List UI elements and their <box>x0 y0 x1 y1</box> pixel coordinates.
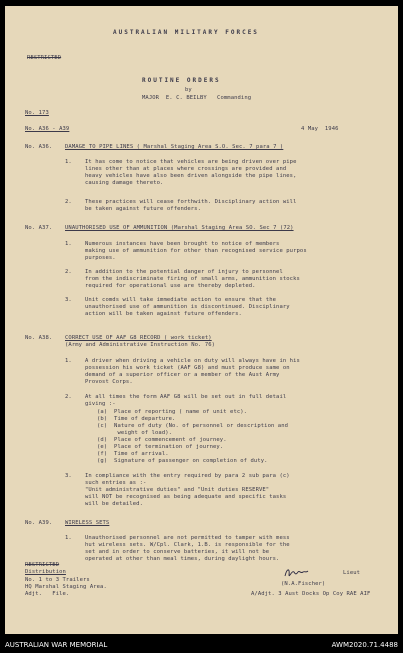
archive-footer <box>0 637 403 653</box>
para-number: 1. <box>65 159 72 165</box>
para-line: action will be taken against future offenders. <box>85 311 242 317</box>
order-number: No. 173 <box>25 110 49 116</box>
para-line: In addition to the potential danger of injury to personnel <box>85 269 283 275</box>
para-line: causing damage thereto. <box>85 180 164 186</box>
section-number: No. A38. <box>25 335 53 341</box>
signer-title: A/Adjt. 3 Aust Docks Op Coy RAE AIF <box>251 591 371 597</box>
para-line: set and in order to conserve batteries, it will not be <box>85 549 270 555</box>
para-line: giving :- <box>85 401 116 407</box>
para-number: 2. <box>65 394 72 400</box>
list-item: (d) Place of commencement of journey. <box>97 437 227 443</box>
section-number: No. A39. <box>25 520 53 526</box>
para-line: demand of a superior officer or a member of the Aust Army <box>85 372 280 378</box>
list-item: (g) Signature of passenger on completion of duty. <box>97 458 268 464</box>
para-number: 1. <box>65 535 72 541</box>
para-line: will NOT be recognised as being adequate and specific tasks <box>85 494 287 500</box>
para-line: At all times the form AAF G8 will be set out in full detail <box>85 394 287 400</box>
section-heading: WIRELESS SETS <box>65 520 110 526</box>
document-title: AUSTRALIAN MILITARY FORCES <box>113 29 259 36</box>
order-date: 4 May 1946 <box>301 126 339 132</box>
para-line: lines other than at places where crossings are provided and <box>85 166 287 172</box>
distribution-heading: Distribution <box>25 569 66 575</box>
para-line: Numerous instances have been brought to notice of members <box>85 241 280 247</box>
section-heading: CORRECT USE OF AAF G8 RECORD ( work ticket) <box>65 335 212 341</box>
list-item: (e) Place of termination of journey. <box>97 444 224 450</box>
commanding-officer: MAJOR E. C. BEILBY Commanding <box>142 95 252 101</box>
signer-rank: Lieut <box>343 570 361 576</box>
para-line: be taken against future offenders. <box>85 206 201 212</box>
handwritten-signature <box>283 566 309 580</box>
list-item: (a) Place of reporting ( name of unit etc). <box>97 409 248 415</box>
distribution-line: HQ Marshal Staging Area. <box>25 584 107 590</box>
distribution-line: No. 1 to 3 Trailers <box>25 577 90 583</box>
para-line: possession his work ticket (AAF G8) and must produce same on <box>85 365 290 371</box>
para-number: 2. <box>65 269 72 275</box>
para-line: Provost Corps. <box>85 379 133 385</box>
para-line: These practices will cease forthwith. Disciplinary action will <box>85 199 297 205</box>
orders-subtitle: ROUTINE ORDERS <box>142 77 221 84</box>
para-line: purposes. <box>85 255 116 261</box>
para-line: Unauthorised personnel are not permitted to tamper with mess <box>85 535 290 541</box>
orders-by: by <box>185 87 192 93</box>
classification-struck: RESTRICTED <box>27 55 62 61</box>
para-number: 1. <box>65 358 72 364</box>
para-line: It has come to notice that vehicles are being driven over pipe <box>85 159 297 165</box>
para-line: "Unit administrative duties" and "Unit duties RESERVE" <box>85 487 270 493</box>
classification-struck-footer: RESTRICTED <box>25 562 60 568</box>
para-line: In compliance with the entry required by para 2 sub para (c) <box>85 473 290 479</box>
section-heading: DAMAGE TO PIPE LINES ( Marshal Staging Area S.O. Sec. 7 para 7 ) <box>65 144 284 150</box>
para-line: from the indiscriminate firing of small arms, ammunition stocks <box>85 276 300 282</box>
para-line: making use of ammunition for other than recognised service purpos <box>85 248 307 254</box>
para-line: operated at other than meal times, during daylight hours. <box>85 556 280 562</box>
list-item: (c) Nature of duty (No. of personnel or description and <box>97 423 289 429</box>
section-subheading: (Army and Administrative Instruction No. 76) <box>65 342 216 348</box>
section-number: No. A36. <box>25 144 53 150</box>
footer-institution: AUSTRALIAN WAR MEMORIAL <box>5 641 108 649</box>
para-line: required for operational use are thereby depleted. <box>85 283 256 289</box>
section-number: No. A37. <box>25 225 53 231</box>
para-number: 3. <box>65 473 72 479</box>
list-item: (f) Time of arrival. <box>97 451 169 457</box>
para-line: heavy vehicles have also been driven alongside the pipe lines, <box>85 173 297 179</box>
footer-accession-number: AWM2020.71.4488 <box>331 641 398 649</box>
order-range: No. A36 - A39 <box>25 126 70 132</box>
para-line: Unit comds will take immediate action to ensure that the <box>85 297 277 303</box>
distribution-line: Adjt. File. <box>25 591 70 597</box>
para-line: A driver when driving a vehicle on duty will always have in his <box>85 358 300 364</box>
list-item: (b) Time of departure. <box>97 416 176 422</box>
list-item: weight of load). <box>97 430 173 436</box>
para-line: such entries as :- <box>85 480 147 486</box>
signer-name: (N.A.Fischer) <box>281 581 326 587</box>
para-number: 2. <box>65 199 72 205</box>
section-heading: UNAUTHORISED USE OF AMMUNITION (Marshal Staging Area SO. Sec 7 (72) <box>65 225 294 231</box>
para-line: hut wireless sets. W/Cpl. Clark, 1.B. is responsible for the <box>85 542 290 548</box>
para-number: 1. <box>65 241 72 247</box>
document-page <box>5 6 398 634</box>
para-line: will be detailed. <box>85 501 143 507</box>
para-line: unauthorised use of ammunition is discontinued. Disciplinary <box>85 304 290 310</box>
para-number: 3. <box>65 297 72 303</box>
